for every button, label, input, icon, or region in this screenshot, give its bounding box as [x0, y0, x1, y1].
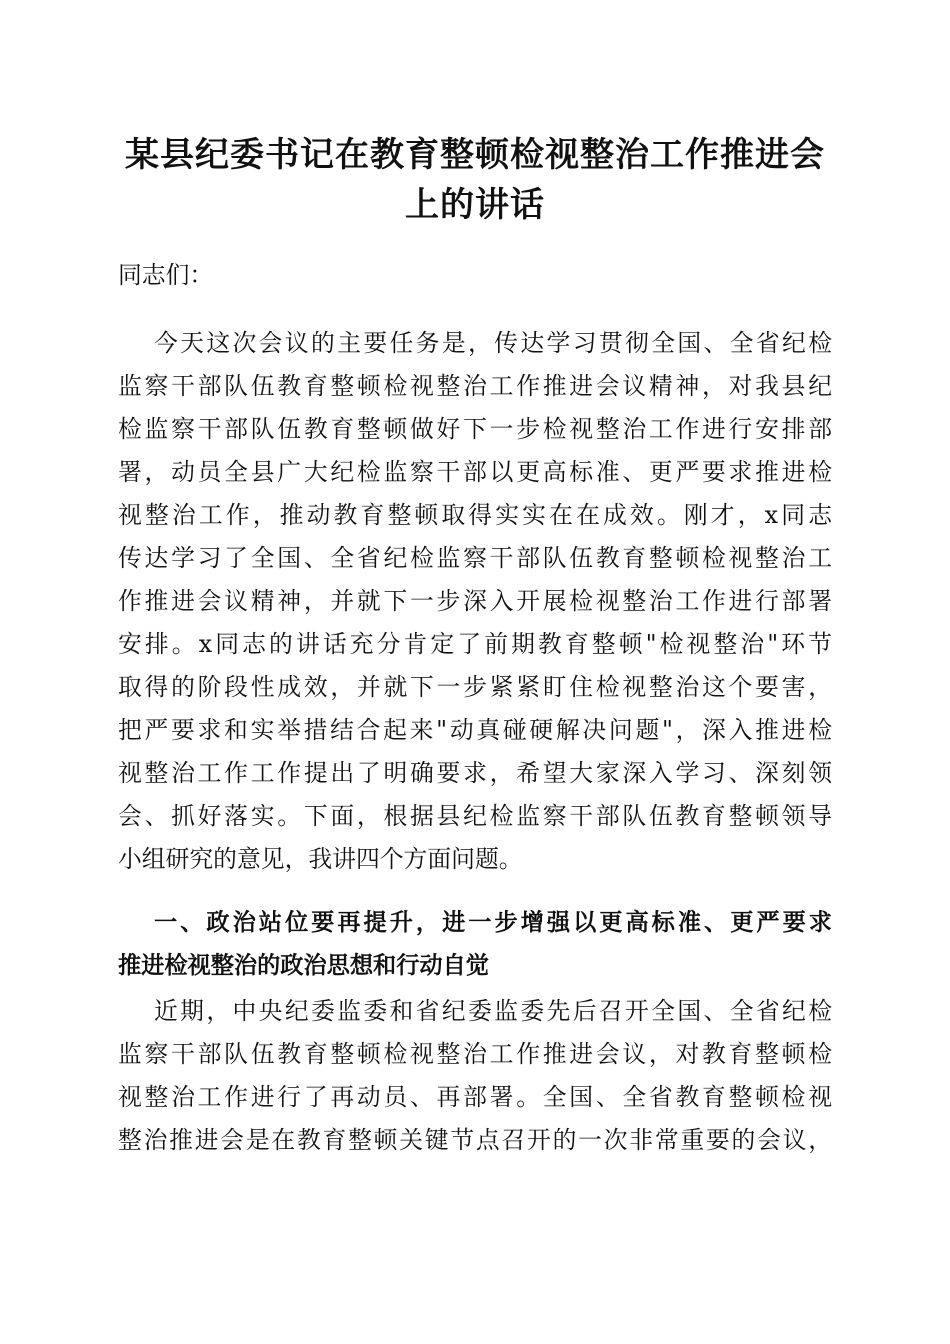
paragraph-section-1	[118, 990, 832, 1162]
text-line: 传达学习了全国、全省纪检监察干部队伍教育整顿检视整治工	[118, 544, 832, 572]
title-line: 上的讲话	[405, 185, 545, 225]
salutation: 同志们：	[118, 261, 214, 289]
text-line: 会、抓好落实。下面，根据县纪检监察干部队伍教育整顿领导	[118, 802, 832, 830]
document-title	[90, 130, 860, 230]
text-line: 视整治工作，推动教育整顿取得实实在在成效。刚才，x同志	[118, 501, 832, 529]
text-line: 整治推进会是在教育整顿关键节点召开的一次非常重要的会议，	[118, 1126, 832, 1154]
text-line: 取得的阶段性成效，并就下一步紧紧盯住检视整治这个要害，	[118, 673, 832, 701]
text-line: 检监察干部队伍教育整顿做好下一步检视整治工作进行安排部	[118, 415, 832, 443]
text-line: 视整治工作进行了再动员、再部署。全国、全省教育整顿检视	[118, 1083, 832, 1111]
text-line: 今天这次会议的主要任务是，传达学习贯彻全国、全省纪检	[154, 329, 832, 357]
text-line: 署，动员全县广大纪检监察干部以更高标准、更严要求推进检	[118, 458, 832, 486]
text-line: 把严要求和实举措结合起来"动真碰硬解决问题"，深入推进检	[118, 716, 832, 744]
text-line: 安排。x同志的讲话充分肯定了前期教育整顿"检视整治"环节	[118, 630, 832, 658]
section-heading-1	[118, 901, 832, 987]
text-line: 作推进会议精神，并就下一步深入开展检视整治工作进行部署	[118, 587, 832, 615]
paragraph-intro	[118, 322, 832, 881]
text-line: 近期，中央纪委监委和省纪委监委先后召开全国、全省纪检	[154, 997, 832, 1025]
text-line: 视整治工作工作提出了明确要求，希望大家深入学习、深刻领	[118, 759, 832, 787]
title-line: 某县纪委书记在教育整顿检视整治工作推进会	[125, 135, 825, 175]
heading-line: 一、政治站位要再提升，进一步增强以更高标准、更严要求	[154, 909, 832, 936]
text-line: 监察干部队伍教育整顿检视整治工作推进会议，对教育整顿检	[118, 1040, 832, 1068]
heading-line: 推进检视整治的政治思想和行动自觉	[118, 952, 489, 979]
text-line: 小组研究的意见，我讲四个方面问题。	[118, 845, 523, 873]
text-line: 监察干部队伍教育整顿检视整治工作推进会议精神，对我县纪	[118, 372, 832, 400]
